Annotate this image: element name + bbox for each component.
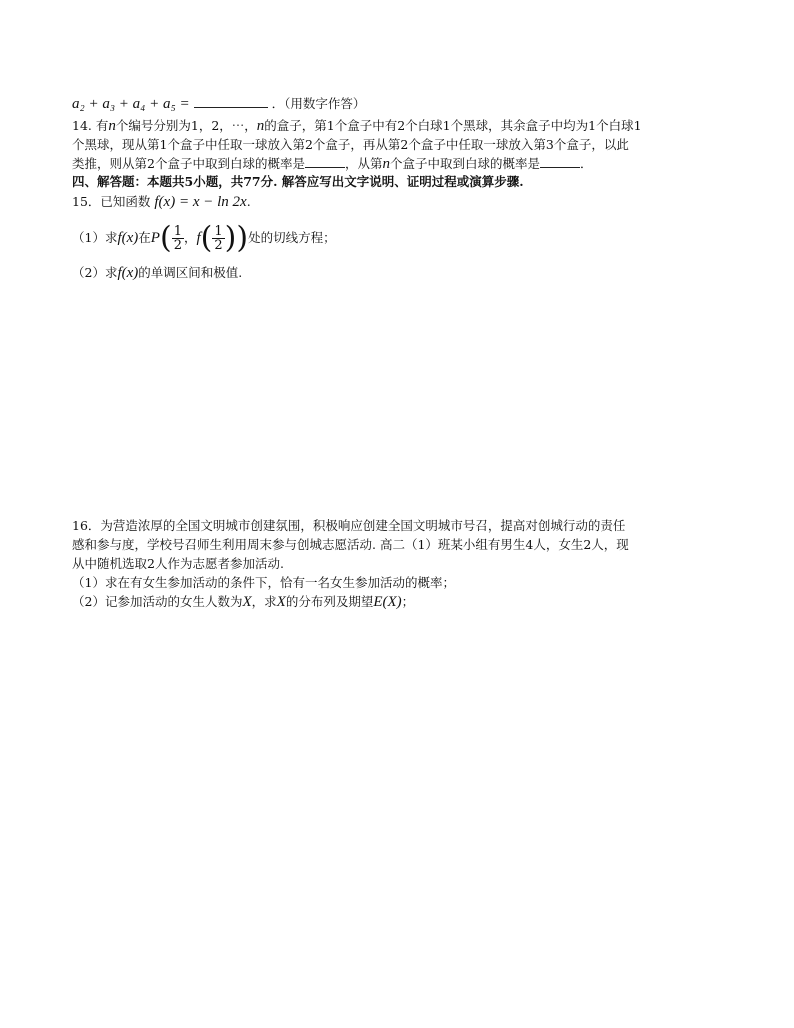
q15-point-P: P (150, 230, 160, 246)
q14-text: 14. 有 (72, 118, 109, 133)
q15-function: f(x) = x − ln 2x (154, 194, 247, 210)
fraction-half (212, 225, 224, 252)
q15-text: ， (183, 230, 197, 245)
q14-text: 类推，则从第2个盒子中取到白球的概率是 (72, 156, 305, 171)
q15-text: （2）求 (72, 265, 118, 280)
fraction-numerator: 1 (214, 224, 223, 239)
q15-text: （1）求 (72, 230, 118, 245)
q16-text: ，求 (251, 594, 277, 609)
q15-part-1 (72, 222, 336, 254)
q15-text: 在 (138, 230, 151, 245)
q13-expression: a₂ + a₃ + a₄ + a₅ = (72, 96, 190, 112)
right-paren: ) (224, 220, 237, 256)
q16-expectation: E(X) (373, 594, 402, 610)
q16-answer-space[interactable] (72, 620, 722, 1000)
q13-answer-blank[interactable] (194, 95, 268, 108)
q15-fx: f(x) (117, 265, 139, 281)
q15-answer-space[interactable] (72, 290, 722, 510)
q15-text: 15．已知函数 (72, 194, 151, 209)
q16-text: 的分布列及期望 (285, 594, 374, 609)
fraction-half (172, 225, 184, 252)
q16-part-2 (72, 593, 414, 611)
q13-note: ．（用数字作答） (271, 96, 366, 111)
q14-text: ． (580, 156, 593, 171)
q14-text: 个编号分别为1，2，⋯， (115, 118, 257, 133)
q14-line-1 (72, 117, 642, 135)
q14-line-3 (72, 155, 593, 173)
q16-var-X: X (276, 594, 286, 610)
q14-var-n: n (382, 156, 390, 172)
q16-part-1: （1）求在有女生参加活动的条件下，恰有一名女生参加活动的概率； (72, 575, 455, 590)
q13-answer-line (72, 95, 365, 113)
q16-text: ； (401, 594, 415, 609)
q16-var-X: X (242, 594, 252, 610)
q14-var-n: n (108, 118, 116, 134)
section-heading: 四、解答题：本题共5小题，共77分. 解答应写出文字说明、证明过程或演算步骤. (72, 174, 524, 189)
q16-line-3: 从中随机选取2人作为志愿者参加活动. (72, 556, 284, 571)
fraction-denominator: 2 (214, 238, 223, 253)
q14-text: 个黑球，现从第1个盒子中任取一球放入第2个盒子，再从第2个盒子中任取一球放入第3个盒子，以此 (72, 137, 629, 152)
q14-line-2 (72, 136, 629, 154)
q14-answer-blank-2[interactable] (540, 155, 580, 168)
q15-f: f (196, 230, 201, 246)
q14-text: 个盒子中取到白球的概率是 (389, 156, 540, 171)
q15-text: 处的切线方程； (248, 230, 336, 245)
right-paren: ) (236, 220, 249, 256)
q14-answer-blank-1[interactable] (305, 155, 345, 168)
q15-intro (72, 193, 251, 211)
left-paren: ( (200, 220, 213, 256)
q15-part-2 (72, 264, 242, 282)
q16-line-2: 感和参与度，学校号召师生利用周末参与创城志愿活动. 高二（1）班某小组有男生4人，女生2人，现 (72, 537, 629, 552)
q16-text: （2）记参加活动的女生人数为 (72, 594, 243, 609)
q15-text: 的单调区间和极值. (138, 265, 243, 280)
q15-text: . (246, 194, 251, 209)
q16-line-1: 16．为营造浓厚的全国文明城市创建氛围，积极响应创建全国文明城市号召，提高对创城行动的责任 (72, 518, 626, 533)
q14-var-n: n (256, 118, 265, 134)
fraction-numerator: 1 (173, 224, 182, 239)
left-paren: ( (159, 220, 172, 256)
q15-fx: f(x) (117, 230, 139, 246)
q14-text: ，从第 (344, 156, 383, 171)
fraction-denominator: 2 (173, 238, 182, 253)
q14-text: 的盒子，第1个盒子中有2个白球1个黑球，其余盒子中均为1个白球1 (264, 118, 642, 133)
